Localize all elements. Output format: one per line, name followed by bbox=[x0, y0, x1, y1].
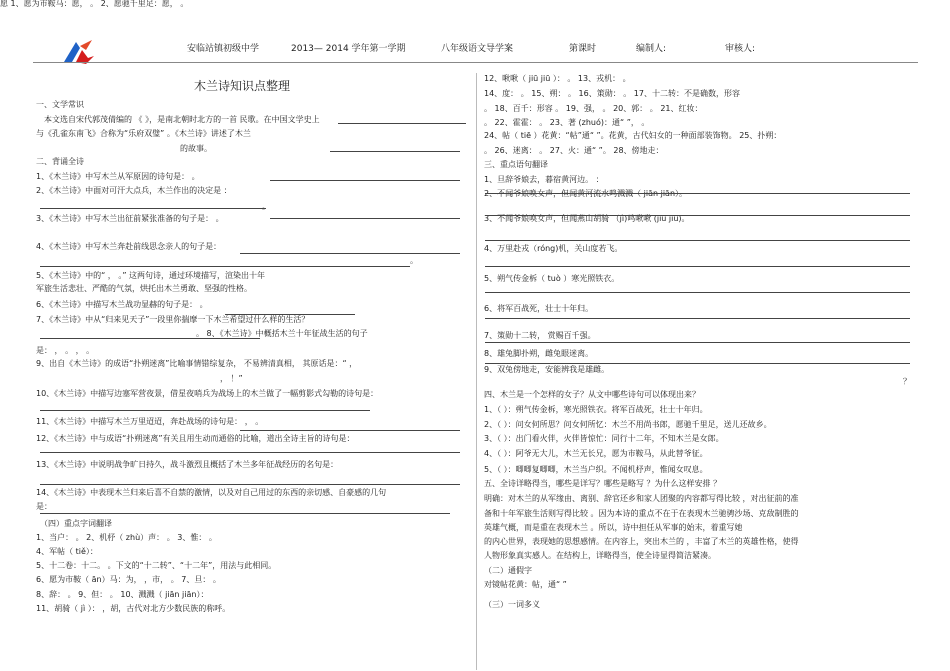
right-column-line: 。 26、迷离： 。 27、火：通“ ”。 28、傍地走： bbox=[484, 146, 664, 155]
right-column-line: 1、（ ）：朔气传金柝，寒光照铁衣。将军百战死，壮士十年归。 bbox=[484, 405, 708, 414]
right-column-line: 24、帖（ tiē ）花黄：“帖”通“ ”。花黄，古代妇女的一种面部装饰物。 25、扑朔： bbox=[484, 131, 782, 140]
right-column-line: 三、重点语句翻译 bbox=[484, 160, 548, 169]
right-column-line: 6、将军百战死，壮士十年归。 bbox=[484, 304, 594, 313]
right-column-line: 明确：对木兰的从军缘由、离别、辞官还乡和家人团聚的内容都写得比较 ，对出征前的准 bbox=[484, 494, 799, 503]
right-column-line: 对镜帖花黄：帖，通“ ” bbox=[484, 580, 567, 589]
page-title: 木兰诗知识点整理 bbox=[194, 79, 291, 93]
left-column-line: 5、《木兰诗》中的“ ， 。” 这两句诗，通过环境描写，渲染出十年 bbox=[36, 271, 266, 280]
left-column-line: 1、《木兰诗》中写木兰从军原因的诗句是： 。 bbox=[36, 172, 200, 181]
term-label: 2013— 2014 学年第一学期 bbox=[291, 44, 406, 54]
left-column-line: 7、《木兰诗》中从“归来见天子”一段里你揣摩一下木兰希望过什么样的生活？ bbox=[36, 315, 310, 324]
right-column-line: 8、雄兔脚扑朔，雌兔眼迷离。 bbox=[484, 349, 594, 358]
left-column-line: 13、《木兰诗》中说明战争旷日持久，战斗激烈且概括了木兰多年征战经历的名句是： bbox=[36, 460, 339, 469]
left-column-line: ， ！” bbox=[220, 374, 243, 383]
left-column-line: 。 bbox=[262, 202, 270, 211]
left-column-line: 3、《木兰诗》中写木兰出征前紧张准备的句子是： 。 bbox=[36, 214, 224, 223]
left-column-line: 军旅生活悲壮、严酷的气氛，烘托出木兰勇敢、坚强的性格。 bbox=[36, 284, 252, 293]
right-column-line: 四、木兰是一个怎样的女子？从文中哪些诗句可以体现出来？ bbox=[484, 390, 700, 399]
subject-label: 八年级语文导学案 bbox=[441, 44, 514, 54]
right-column-line: 1、旦辞爷娘去，暮宿黄河边。 ： bbox=[484, 175, 604, 184]
left-column-line: 6、愿为市鞍（ ān）马：为， ，市， 。 7、旦： 。 bbox=[36, 575, 221, 584]
right-column-line: 2、不闻爷娘唤女声，但闻黄河流水鸣溅溅（ jiān jiān）。 bbox=[484, 189, 688, 198]
right-column-line: （二）通假字 bbox=[484, 566, 532, 575]
left-column-line: 本文选自宋代郭茂倩编的 《 》，是南北朝时北方的一首 民歌。在中国文学史上 bbox=[44, 115, 320, 124]
header-rule bbox=[33, 62, 918, 63]
right-column-line: （三）一词多义 bbox=[484, 600, 540, 609]
left-column-line: 4、《木兰诗》中写木兰奔赴前线思念亲人的句子是： bbox=[36, 242, 222, 251]
period-label: 第课时 bbox=[569, 44, 597, 54]
left-column-line: 。 bbox=[410, 256, 418, 265]
left-column-line: 11、胡骑（ jì ）： ，胡，古代对北方少数民族的称呼。 bbox=[36, 604, 231, 613]
right-column-line: 5、（ ）：唧唧复唧唧，木兰当户织。不闻机杼声，惟闻女叹息。 bbox=[484, 465, 708, 474]
left-column-line: 2、《木兰诗》中面对可汗大点兵，木兰作出的决定是 ： bbox=[36, 186, 232, 195]
left-column-line: 的故事。 bbox=[180, 144, 212, 153]
left-column-line: 。 8、《木兰诗》中概括木兰十年征战生活的句子 bbox=[196, 329, 368, 338]
right-column-line: 。 18、百千：形容 。 19、强， 。 20、郭： 。 21、红妆： bbox=[484, 104, 703, 113]
right-column-line: 2、（ ）：问女何所思？问女何所忆：木兰不用尚书郎，愿驰千里足，送儿还故乡。 bbox=[484, 420, 772, 429]
right-column-line: 3、不闻爷娘唤女声，但闻燕山胡骑 （jì)鸣啾啾 (jiū jiū)。 bbox=[484, 214, 690, 223]
right-column-line: 英雄气概，而是重在表现木兰 。所以，诗中担任从军事的始末，着重写她 bbox=[484, 523, 743, 532]
right-column-line: 7、策勋十二转， 赏赐百千强。 bbox=[484, 331, 596, 340]
left-column-line: 是： bbox=[36, 502, 52, 511]
column-divider bbox=[476, 73, 477, 670]
right-column-line: 人物形象真实感人。在结构上，详略得当，使全诗显得简洁紧凑。 bbox=[484, 551, 716, 560]
right-column-line: 14、度： 。 15、朔： 。 16、策勋： 。 17、十二转：不是确数，形容 bbox=[484, 89, 740, 98]
right-column-line: 备和十年军旅生活则写得比较 。因为本诗的重点不在于在表现木兰驰骋沙场、克敌制胜的 bbox=[484, 509, 799, 518]
right-column-line: 的内心世界，表现她的思想感情。在内容上，突出木兰的 ，丰富了木兰的英雄性格，使得 bbox=[484, 537, 799, 546]
left-column-line: 11、《木兰诗》中描写木兰万里迢迢，奔赴战场的诗句是： ， 。 bbox=[36, 417, 264, 426]
left-column-line: 9、出自《木兰诗》的成语“扑朔迷离”比喻事情错综复杂， 不易辨清真相， 其原话是：“ ， bbox=[36, 359, 358, 368]
left-column-line: 二、背诵全诗 bbox=[36, 157, 84, 166]
right-column-line: ？ bbox=[903, 377, 911, 386]
left-column-line: 6、《木兰诗》中描写木兰战功显赫的句子是： 。 bbox=[36, 300, 208, 309]
left-column-line: 是： ， 。 ， 。 bbox=[36, 346, 95, 355]
left-column-line: 8、辞： 。 9、但： 。 10、溅溅（ jiān jiān）： bbox=[36, 590, 209, 599]
right-column-line: 3、（ ）：出门看火伴，火伴皆惊忙：同行十二年，不知木兰是女郎。 bbox=[484, 434, 724, 443]
right-column-line: 五、全诗详略得当，哪些是详写？哪些是略写 ？为什么这样安排 ？ bbox=[484, 479, 722, 488]
left-column-line: 与《孔雀东南飞》合称为“乐府双璧” 。《木兰诗》讲述了木兰 bbox=[36, 129, 251, 138]
right-column-line: 愿 1、愿为市鞍马：愿， 。 2、愿驰千里足：愿， 。 bbox=[0, 0, 189, 8]
left-column-line: 4、军帖（ tiě）： bbox=[36, 547, 98, 556]
right-column-line: 。 22、霍霍： 。 23、著 (zhuó)：通“ ”， 。 bbox=[484, 118, 650, 127]
right-column-line: 4、万里赴戎（róng)机，关山度若飞。 bbox=[484, 244, 623, 253]
left-column-line: 14、《木兰诗》中表现木兰归来后喜不自禁的激情，以及对自己用过的东西的亲切感、自豪感的几句 bbox=[36, 488, 387, 497]
author-label: 编制人: bbox=[636, 44, 667, 54]
right-column-line: 5、朔气传金柝（ tuò ）寒光照铁衣。 bbox=[484, 274, 620, 283]
left-column-line: 10、《木兰诗》中描写边塞军营夜景，借星夜哨兵为战场上的木兰做了一幅剪影式勾勒的诗句是： bbox=[36, 389, 379, 398]
left-column-line: 12、《木兰诗》中与成语“扑朔迷离”有关且用生动而通俗的比喻，道出全诗主旨的诗句是： bbox=[36, 434, 355, 443]
left-column-line: 一、文学常识 bbox=[36, 100, 84, 109]
left-column-line: （四）重点字词翻译 bbox=[40, 519, 112, 528]
left-column-line: 5、十二卷：十二。 。下文的“十二转”、“十二年”，用法与此相同。 bbox=[36, 561, 277, 570]
right-column-line: 12、啾啾（ jiū jiū ）： 。 13、戎机： 。 bbox=[484, 74, 631, 83]
school-name: 安临站镇初级中学 bbox=[187, 44, 260, 54]
right-column-line: 9、双兔傍地走，安能辨我是雄雌。 bbox=[484, 365, 610, 374]
right-column-line: 4、（ ）：阿爷无大儿，木兰无长兄，愿为市鞍马，从此替爷征。 bbox=[484, 449, 708, 458]
reviewer-label: 审核人: bbox=[725, 44, 756, 54]
left-column-line: 1、当户： 。 2、机杼（ zhù）声： 。 3、惟： 。 bbox=[36, 533, 217, 542]
